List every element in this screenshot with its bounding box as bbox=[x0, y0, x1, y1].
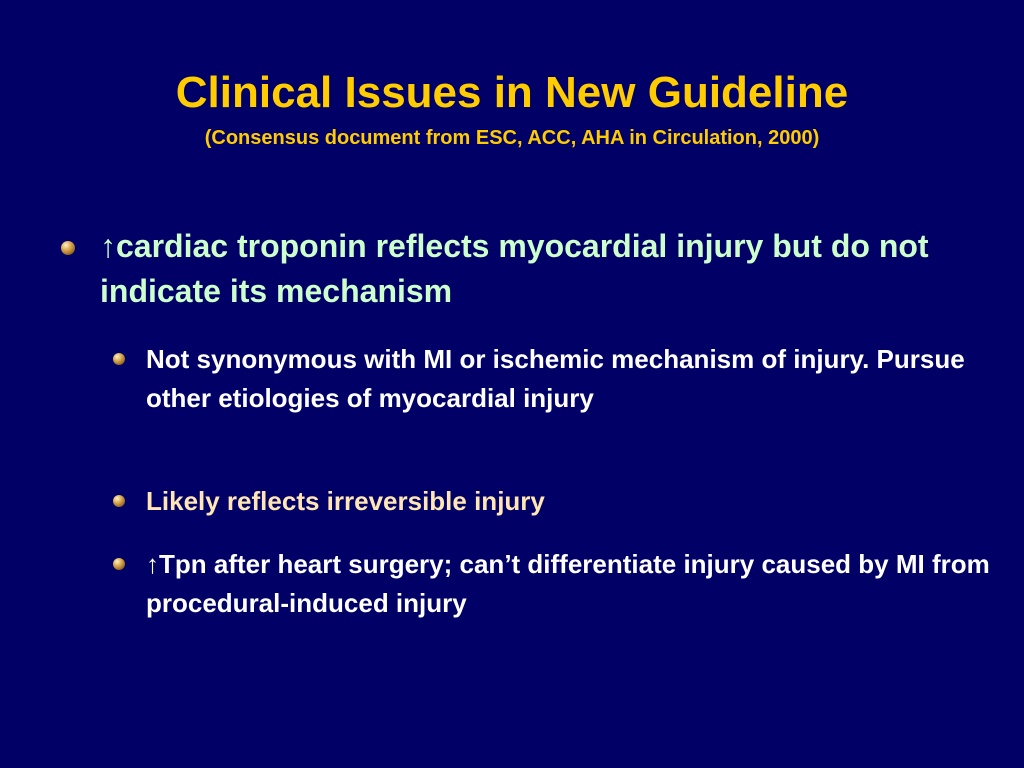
sub-bullet-icon bbox=[113, 353, 125, 365]
sub-bullet-item-highlight: Likely reflects irreversible injury bbox=[146, 486, 545, 516]
sub-bullet-icon bbox=[113, 558, 125, 570]
slide-subtitle: (Consensus document from ESC, ACC, AHA in Circulation, 2000) bbox=[204, 127, 820, 149]
sub-bullet-item: ↑Tpn after heart surgery; can’t differentiate injury caused by MI from procedural-induced injury bbox=[146, 549, 990, 618]
sub-bullet-item: Not synonymous with MI or ischemic mechanism of injury. Pursue other etiologies of myocardial injury bbox=[146, 344, 965, 413]
bullet-icon bbox=[61, 241, 75, 255]
sub-bullet-icon bbox=[113, 495, 125, 507]
bullet-main: ↑cardiac troponin reflects myocardial injury but do not indicate its mechanism bbox=[100, 228, 929, 309]
slide-title: Clinical Issues in New Guideline bbox=[175, 68, 849, 117]
